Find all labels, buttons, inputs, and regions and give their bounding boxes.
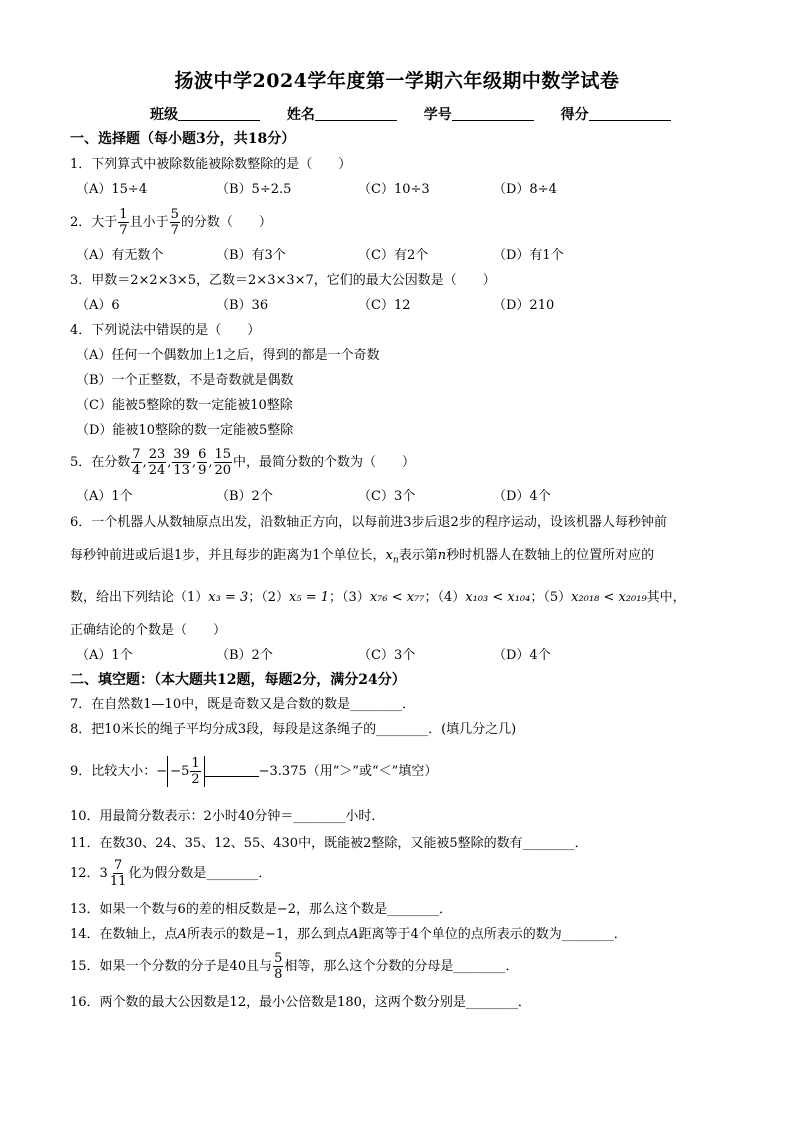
question-6-line-2: 每秒钟前进或后退1步，并且每步的距离为1个单位长，$x_n$表示第n秒时机器人在数轴上的位置所对应的 [70, 548, 655, 566]
option-d: （D）8÷4 [493, 182, 557, 197]
option-a: （A）6 [76, 298, 120, 313]
option-c: （C）3个 [358, 489, 416, 504]
question-14: 14．在数轴上，点A所表示的数是−1，那么到点A距离等于4个单位的点所表示的数为________． [70, 927, 627, 942]
option-c: （C）10÷3 [358, 182, 430, 197]
fraction: $\frac{5}{8}$ [274, 951, 283, 982]
absolute-value: −5 $\frac{1}{2}$ [167, 756, 204, 787]
question-15: 15．如果一个分数的分子是40且与 $\frac{5}{8}$ 相等，那么这个分数的分母是________． [70, 951, 519, 982]
option-a: （A）1个 [76, 648, 133, 663]
option-b: （B）有3个 [216, 248, 286, 263]
question-9: 9．比较大小：− −5 $\frac{1}{2}$ −3.375（用“＞”或“＜”填空） [70, 756, 438, 787]
option-d: （D）210 [493, 298, 555, 313]
name-field[interactable] [315, 106, 397, 121]
option-d: （D）4个 [493, 648, 551, 663]
score-label: 得分 [560, 107, 589, 123]
fraction: $\frac{7}{4}$ [132, 447, 141, 478]
question-4: 4．下列说法中错误的是（ ） [70, 323, 261, 338]
option-d: （D）能被10整除的数一定能被5整除 [76, 423, 294, 438]
fraction: $\frac{5}{7}$ [170, 207, 179, 238]
question-6-line-3: 数，给出下列结论（1）x₃ = 3；（2）x₅ = 1；（3）x₇₆ < x₇₇；（4）x₁₀₃ < x₁₀₄；（5）x₂₀₁₈ < x₂₀₁₉其中， [70, 590, 686, 605]
score-field[interactable] [589, 106, 671, 121]
page-title: 扬波中学2024学年度第一学期六年级期中数学试卷 [174, 70, 620, 92]
option-b: （B）2个 [216, 489, 273, 504]
option-b: （B）36 [216, 298, 269, 313]
section-2-heading: 二、填空题：（本大题共12题，每题2分，满分24分） [70, 672, 406, 688]
answer-blank[interactable] [205, 763, 259, 777]
question-10: 10．用最简分数表示：2小时40分钟＝________小时． [70, 809, 385, 824]
class-field[interactable] [178, 106, 260, 121]
question-2: 2．大于 $\frac{1}{7}$ 且小于 $\frac{5}{7}$ 的分数（ ） [70, 207, 272, 238]
option-c: （C）能被5整除的数一定能被10整除 [76, 398, 293, 413]
option-b: （B）5÷2.5 [216, 182, 292, 197]
question-11: 11．在数30、24、35、12、55、430中，既能被2整除，又能被5整除的数有________． [70, 836, 588, 851]
question-3: 3．甲数＝2×2×3×5，乙数＝2×3×3×7，它们的最大公因数是（ ） [70, 273, 496, 288]
section-1-heading: 一、选择题（每小题3分，共18分） [70, 131, 296, 147]
question-8: 8．把10米长的绳子平均分成3段，每段是这条绳子的________．(填几分之几) [70, 722, 517, 737]
option-a: （A）1个 [76, 489, 133, 504]
question-1: 1．下列算式中被除数能被除数整除的是（ ） [70, 157, 352, 172]
option-a: （A）有无数个 [76, 248, 164, 263]
fraction: $\frac{15}{20}$ [214, 447, 232, 478]
class-label: 班级 [150, 107, 178, 123]
question-7: 7．在自然数1—10中，既是奇数又是合数的数是________． [70, 697, 416, 712]
question-5: 5．在分数 $\frac{7}{4}$ , $\frac{23}{24}$ , $\frac{39}{13}$ , $\frac{6}{9}$ , $\frac{15}{20}$ 中，最简分数的个数为（ ） [70, 447, 416, 478]
option-c: （C）12 [358, 298, 411, 313]
student-info [150, 104, 671, 124]
name-label: 姓名 [286, 107, 315, 123]
id-field[interactable] [452, 106, 534, 121]
option-a: （A）15÷4 [76, 182, 148, 197]
id-label: 学号 [423, 107, 452, 123]
fraction: $\frac{7}{11}$ [109, 858, 127, 889]
fraction: $\frac{1}{2}$ [191, 756, 200, 787]
fraction: $\frac{39}{13}$ [173, 447, 190, 478]
option-b: （B）一个正整数，不是奇数就是偶数 [76, 373, 294, 388]
fraction: $\frac{1}{7}$ [119, 207, 128, 238]
question-16: 16．两个数的最大公因数是12，最小公倍数是180，这两个数分别是________． [70, 995, 531, 1010]
question-6-line-4: 正确结论的个数是（ ） [70, 623, 227, 638]
option-a: （A）任何一个偶数加上1之后，得到的都是一个奇数 [76, 348, 380, 363]
question-6-line-1: 6．一个机器人从数轴原点出发，沿数轴正方向，以每前进3步后退2步的程序运动，设该机器人每秒钟前 [70, 515, 667, 530]
fraction: $\frac{6}{9}$ [198, 447, 207, 478]
option-d: （D）有1个 [493, 248, 564, 263]
fraction: $\frac{23}{24}$ [148, 447, 166, 478]
option-b: （B）2个 [216, 648, 273, 663]
option-c: （C）有2个 [358, 248, 429, 263]
question-12: 12．3 $\frac{7}{11}$ 化为假分数是________． [70, 858, 272, 889]
question-13: 13．如果一个数与6的差的相反数是−2，那么这个数是________． [70, 902, 452, 917]
option-d: （D）4个 [493, 489, 551, 504]
option-c: （C）3个 [358, 648, 416, 663]
